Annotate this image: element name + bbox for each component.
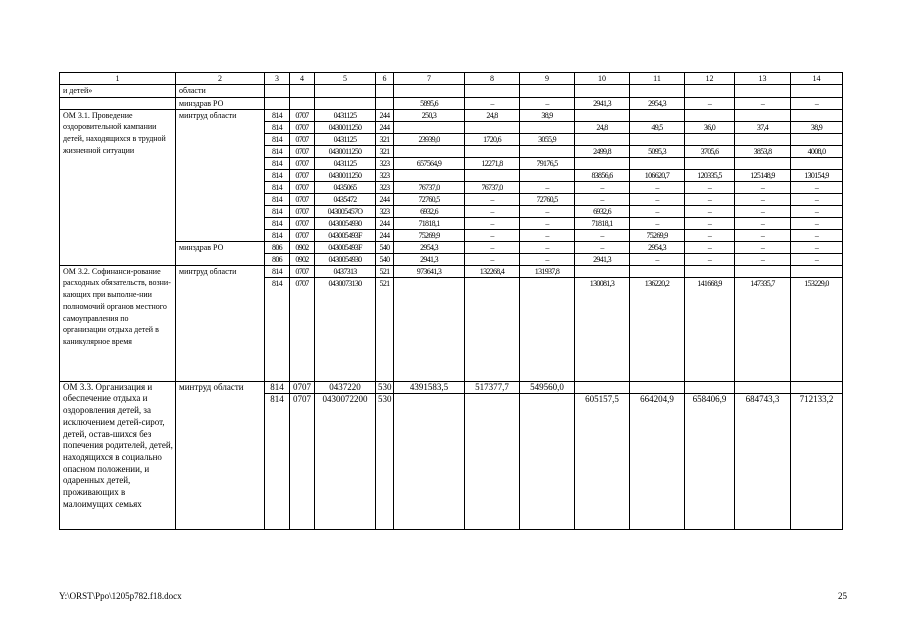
value-cell: – [735, 229, 791, 241]
code-cell: 521 [376, 277, 394, 381]
header-cell: 3 [265, 73, 290, 85]
value-cell: – [630, 205, 685, 217]
code-cell: 814 [265, 133, 290, 145]
value-cell [465, 277, 520, 381]
value-cell: 712133,2 [791, 393, 843, 529]
value-cell: 38,9 [791, 121, 843, 133]
header-cell: 13 [735, 73, 791, 85]
value-cell [520, 277, 575, 381]
value-cell: 2941,3 [575, 97, 630, 109]
value-cell: 153229,0 [791, 277, 843, 381]
value-cell: – [465, 229, 520, 241]
code-cell: 0437313 [315, 265, 376, 277]
code-cell: 0707 [290, 205, 315, 217]
code-cell: 0707 [290, 133, 315, 145]
value-cell: – [575, 181, 630, 193]
value-cell: 136220,2 [630, 277, 685, 381]
value-cell [630, 109, 685, 121]
value-cell: – [575, 241, 630, 253]
value-cell: – [791, 241, 843, 253]
value-cell: 76737,0 [465, 181, 520, 193]
value-cell: 23939,0 [394, 133, 465, 145]
value-cell: – [465, 97, 520, 109]
value-cell: – [520, 217, 575, 229]
value-cell [575, 157, 630, 169]
value-cell [394, 393, 465, 529]
value-cell: 38,9 [520, 109, 575, 121]
value-cell: – [791, 217, 843, 229]
header-cell: 11 [630, 73, 685, 85]
value-cell: 658406,9 [685, 393, 735, 529]
value-cell [394, 145, 465, 157]
executor-cell: минздрав РО [176, 241, 265, 265]
value-cell: – [735, 241, 791, 253]
code-cell: 0430011250 [315, 145, 376, 157]
value-cell: – [791, 253, 843, 265]
measure-name-cell: ОМ 3.1. Проведение оздоровительной кампании детей, находящихся в трудной жизненной ситуации [60, 109, 176, 265]
value-cell: – [520, 97, 575, 109]
value-cell [575, 381, 630, 393]
table-row [60, 109, 843, 121]
value-cell [791, 109, 843, 121]
value-cell: – [630, 193, 685, 205]
table-row [60, 85, 843, 98]
table-row [60, 381, 843, 393]
value-cell: 684743,3 [735, 393, 791, 529]
value-cell: – [575, 229, 630, 241]
code-cell: 814 [265, 217, 290, 229]
value-cell [520, 169, 575, 181]
value-cell: – [735, 193, 791, 205]
header-cell: 2 [176, 73, 265, 85]
code-cell: 0707 [290, 157, 315, 169]
value-cell: – [465, 241, 520, 253]
value-cell: – [520, 241, 575, 253]
code-cell: 321 [376, 133, 394, 145]
value-cell: 250,3 [394, 109, 465, 121]
value-cell: – [735, 217, 791, 229]
code-cell: 043005493F [315, 229, 376, 241]
value-cell: – [685, 205, 735, 217]
code-cell: 0431125 [315, 133, 376, 145]
value-cell [791, 157, 843, 169]
code-cell: 814 [265, 193, 290, 205]
value-cell [685, 133, 735, 145]
value-cell [735, 157, 791, 169]
value-cell: – [685, 97, 735, 109]
value-cell [735, 265, 791, 277]
value-cell [520, 393, 575, 529]
code-cell: 814 [265, 205, 290, 217]
header-cell: 6 [376, 73, 394, 85]
code-cell: 814 [265, 181, 290, 193]
value-cell: – [735, 205, 791, 217]
value-cell: 4008,0 [791, 145, 843, 157]
value-cell: 2499,8 [575, 145, 630, 157]
value-cell: 37,4 [735, 121, 791, 133]
value-cell: – [735, 97, 791, 109]
code-cell: 321 [376, 145, 394, 157]
value-cell [735, 133, 791, 145]
measure-name-cell: ОМ 3.3. Организация и обеспечение отдыха и оздоровления детей, за исключением детей-сирот, детей, остав-шихся без попечения родителей, детей, находящихся в социально опасном положении, и одаренных детей, проживающих в малоимущих семьях [60, 381, 176, 529]
value-cell [394, 277, 465, 381]
budget-table [59, 72, 843, 530]
executor-cell: минтруд области [176, 265, 265, 381]
value-cell [630, 381, 685, 393]
code-cell: 0707 [290, 277, 315, 381]
value-cell: – [791, 193, 843, 205]
value-cell: 2954,3 [630, 241, 685, 253]
value-cell: 125148,9 [735, 169, 791, 181]
value-cell: – [520, 253, 575, 265]
value-cell: – [520, 205, 575, 217]
value-cell: 71818,1 [575, 217, 630, 229]
code-cell: 0707 [290, 217, 315, 229]
value-cell: – [685, 181, 735, 193]
value-cell: 517377,7 [465, 381, 520, 393]
code-cell: 323 [376, 205, 394, 217]
code-cell: 521 [376, 265, 394, 277]
code-cell: 0902 [290, 253, 315, 265]
table-row [60, 265, 843, 277]
value-cell: – [685, 241, 735, 253]
value-cell: 1720,6 [465, 133, 520, 145]
code-cell: 814 [265, 157, 290, 169]
value-cell: 3055,9 [520, 133, 575, 145]
value-cell: – [735, 181, 791, 193]
code-cell: 0435472 [315, 193, 376, 205]
code-cell: 0707 [290, 381, 315, 393]
code-cell: 244 [376, 109, 394, 121]
code-cell: 0430054930 [315, 253, 376, 265]
value-cell: – [630, 181, 685, 193]
value-cell [685, 381, 735, 393]
value-cell [685, 265, 735, 277]
value-cell [394, 121, 465, 133]
value-cell: 72760,5 [394, 193, 465, 205]
value-cell: 24,8 [465, 109, 520, 121]
footer-file-path: Y:\ORST\Ppo\1205p782.f18.docx [59, 591, 182, 601]
value-cell: 6932,6 [394, 205, 465, 217]
value-cell: 120335,5 [685, 169, 735, 181]
code-cell: 244 [376, 217, 394, 229]
table-row [60, 241, 843, 253]
code-cell: 0707 [290, 393, 315, 529]
code-cell: 323 [376, 157, 394, 169]
code-cell: 0902 [290, 241, 315, 253]
code-cell: 0430054930 [315, 217, 376, 229]
code-cell: 244 [376, 193, 394, 205]
value-cell: 79176,5 [520, 157, 575, 169]
value-cell: – [630, 217, 685, 229]
value-cell: 549560,0 [520, 381, 575, 393]
value-cell: 132268,4 [465, 265, 520, 277]
code-cell: 043005493F [315, 241, 376, 253]
value-cell: – [685, 253, 735, 265]
code-cell: 540 [376, 241, 394, 253]
code-cell: 0707 [290, 181, 315, 193]
executor-cell: минтруд области [176, 381, 265, 529]
budget-table-page [59, 72, 842, 530]
value-cell: 71818,1 [394, 217, 465, 229]
value-cell: 2941,3 [394, 253, 465, 265]
value-cell: 973641,3 [394, 265, 465, 277]
value-cell: 6932,6 [575, 205, 630, 217]
code-cell: 0707 [290, 169, 315, 181]
value-cell [791, 265, 843, 277]
value-cell [791, 133, 843, 145]
value-cell: 75269,9 [394, 229, 465, 241]
code-cell: 244 [376, 121, 394, 133]
value-cell [630, 133, 685, 145]
value-cell: 147335,7 [735, 277, 791, 381]
code-cell: 323 [376, 169, 394, 181]
value-cell: 49,5 [630, 121, 685, 133]
value-cell: 72760,5 [520, 193, 575, 205]
value-cell [520, 121, 575, 133]
executor-cell: минтруд области [176, 109, 265, 241]
code-cell: 0435065 [315, 181, 376, 193]
value-cell [735, 109, 791, 121]
value-cell: – [735, 253, 791, 265]
code-cell: 540 [376, 253, 394, 265]
value-cell: 657564,9 [394, 157, 465, 169]
header-cell: 9 [520, 73, 575, 85]
code-cell: 814 [265, 169, 290, 181]
code-cell: 323 [376, 181, 394, 193]
value-cell [465, 145, 520, 157]
value-cell: 130154,9 [791, 169, 843, 181]
value-cell [465, 121, 520, 133]
measure-name-cell: и детей» [60, 85, 176, 98]
value-cell: 4391583,5 [394, 381, 465, 393]
header-cell: 12 [685, 73, 735, 85]
value-cell: – [685, 217, 735, 229]
code-cell: 0431125 [315, 157, 376, 169]
code-cell: 244 [376, 229, 394, 241]
value-cell: 141668,9 [685, 277, 735, 381]
header-row [60, 73, 843, 85]
value-cell [520, 145, 575, 157]
value-cell: – [685, 229, 735, 241]
value-cell: 106620,7 [630, 169, 685, 181]
code-cell: 806 [265, 241, 290, 253]
header-cell: 4 [290, 73, 315, 85]
value-cell [575, 265, 630, 277]
value-cell: – [791, 229, 843, 241]
value-cell: 76737,0 [394, 181, 465, 193]
code-cell: 814 [265, 229, 290, 241]
footer-page-number: 25 [838, 591, 847, 601]
value-cell [465, 169, 520, 181]
value-cell: – [791, 97, 843, 109]
value-cell: 2954,3 [630, 97, 685, 109]
code-cell: 530 [376, 381, 394, 393]
value-cell [791, 381, 843, 393]
value-cell: – [465, 217, 520, 229]
value-cell: – [465, 193, 520, 205]
code-cell: 0430072200 [315, 393, 376, 529]
code-cell: 814 [265, 265, 290, 277]
code-cell: 814 [265, 393, 290, 529]
header-cell: 8 [465, 73, 520, 85]
value-cell [630, 157, 685, 169]
code-cell: 814 [265, 145, 290, 157]
value-cell [685, 109, 735, 121]
code-cell: 0431125 [315, 109, 376, 121]
value-cell [685, 157, 735, 169]
executor-cell: области [176, 85, 265, 98]
header-cell: 14 [791, 73, 843, 85]
code-cell: 0430011250 [315, 121, 376, 133]
code-cell: 0430073130 [315, 277, 376, 381]
value-cell: 5895,6 [394, 97, 465, 109]
value-cell: 83856,6 [575, 169, 630, 181]
measure-name-cell: ОМ 3.2. Софинанси-рование расходных обязательств, возни-кающих при выполне-нии полномочий органов местного самоуправления по организации отдыха детей в каникулярное время [60, 265, 176, 381]
value-cell: – [685, 193, 735, 205]
value-cell: 75269,9 [630, 229, 685, 241]
code-cell: 806 [265, 253, 290, 265]
table-row [60, 97, 843, 109]
value-cell [735, 381, 791, 393]
value-cell: 3853,8 [735, 145, 791, 157]
value-cell [465, 393, 520, 529]
code-cell: 043005457О [315, 205, 376, 217]
code-cell: 0437220 [315, 381, 376, 393]
value-cell: 2954,3 [394, 241, 465, 253]
code-cell: 814 [265, 121, 290, 133]
value-cell: – [520, 229, 575, 241]
value-cell: – [630, 253, 685, 265]
value-cell [394, 169, 465, 181]
value-cell: 12271,8 [465, 157, 520, 169]
value-cell [575, 109, 630, 121]
value-cell: 24,8 [575, 121, 630, 133]
value-cell: – [791, 205, 843, 217]
value-cell: 605157,5 [575, 393, 630, 529]
code-cell: 0430011250 [315, 169, 376, 181]
value-cell: – [791, 181, 843, 193]
value-cell: – [465, 205, 520, 217]
code-cell: 0707 [290, 229, 315, 241]
value-cell: 130081,3 [575, 277, 630, 381]
header-cell: 7 [394, 73, 465, 85]
value-cell: 36,0 [685, 121, 735, 133]
header-cell: 5 [315, 73, 376, 85]
value-cell: 131937,8 [520, 265, 575, 277]
value-cell: – [465, 253, 520, 265]
code-cell: 0707 [290, 145, 315, 157]
header-cell: 1 [60, 73, 176, 85]
value-cell [630, 265, 685, 277]
value-cell: 3705,6 [685, 145, 735, 157]
code-cell: 530 [376, 393, 394, 529]
value-cell [575, 133, 630, 145]
value-cell: 2941,3 [575, 253, 630, 265]
code-cell: 814 [265, 381, 290, 393]
code-cell: 0707 [290, 193, 315, 205]
value-cell: – [575, 193, 630, 205]
value-cell: – [520, 181, 575, 193]
value-cell: 5095,3 [630, 145, 685, 157]
executor-cell: минздрав РО [176, 97, 265, 109]
code-cell: 0707 [290, 109, 315, 121]
header-cell: 10 [575, 73, 630, 85]
code-cell: 0707 [290, 121, 315, 133]
code-cell: 0707 [290, 265, 315, 277]
value-cell: 664204,9 [630, 393, 685, 529]
code-cell: 814 [265, 277, 290, 381]
code-cell: 814 [265, 109, 290, 121]
